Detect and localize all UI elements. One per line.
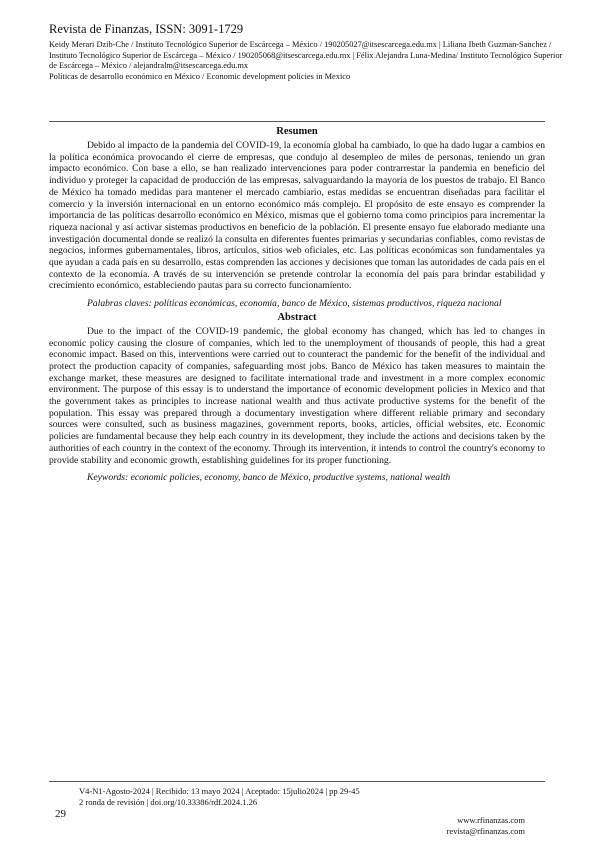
- journal-title: Revista de Finanzas, ISSN: 3091-1729: [49, 22, 244, 36]
- running-title: Políticas de desarrollo económico en México / Economic development policies in Mexico: [49, 71, 351, 81]
- resumen-paragraph: Debido al impacto de la pandemia del COVID-19, la economía global ha cambiado, lo que ha dado lugar a cambios en la política económica provocando el cierre de empresas, que condujo al desempleo de miles de personas, teniendo un gran impacto económico. Con base a ello, se han realizado intervenciones para poder contrarrestar la pandemia en beneficio del individuo y proteger la capacidad de producción de las empresas, salvaguardando la mayoría de los puestos de trabajo. El Banco de México ha tomado medidas para mantener el mercado cambiario, estas medidas se encuentran diseñadas para facilitar el comercio y la inversión internacional en un entorno económico más complejo. El propósito de este ensayo es comprender la importancia de las políticas desarrollo económico en México, mismas que el gobierno toma como principios para incrementar la riqueza nacional y así activar sistemas productivos en beneficio de la población. El presente ensayo fue elaborado mediante una investigación documental donde se realizó la consulta en diferentes fuentes primarias y secundarias confiables, como revistas de negocios, informes gubernamentales, libros, artículos, sitios web oficiales, etc. Las políticas económicas son fundamentales ya que ayudan a cada país en su desarrollo, estas comprenden las acciones y decisiones que toman las autoridades de cada país en el contexto de la economía. A través de su intervención se pretende controlar la economía del país para brindar estabilidad y crecimiento económico, estableciendo pautas para su correcto funcionamiento.: [49, 140, 545, 292]
- email-link[interactable]: revista@rfinanzas.com: [446, 826, 525, 836]
- footer-doi-line: 2 ronda de revisión | doi.org/10.33386/rdf.2024.1.26: [79, 797, 258, 807]
- footer-info: [79, 786, 360, 808]
- page-number: 29: [55, 808, 66, 820]
- page-header: [49, 22, 569, 82]
- footer-divider: [49, 781, 545, 782]
- article-body: [49, 126, 545, 486]
- header-divider: [49, 121, 545, 122]
- footer-links: [447, 815, 525, 837]
- resumen-keywords: Palabras claves: políticas económicas, economía, banco de México, sistemas productivos, riqueza nacional: [87, 298, 502, 310]
- abstract-heading: Abstract: [277, 311, 317, 323]
- resumen-heading: Resumen: [276, 126, 318, 137]
- author-affiliations: Keidy Merari Dzib-Che / Instituto Tecnológico Superior de Escárcega – México / 190205027@itsescarcega.edu.mx | Liliana Ibeth Guzman-Sanchez / Instituto Tecnológico Superior de Escárcega – México / 190205068@itsescarcega.edu.mx | Félix Alejandra Luna-Medina/ Instituto Tecnológico Superior de Escárcega – México / alejandralm@itsescarcega.edu.mx: [49, 40, 563, 70]
- footer-issue-line: V4-N1-Agosto-2024 | Recibido: 13 mayo 2024 | Aceptado: 15julio2024 | pp 29-45: [79, 786, 360, 796]
- abstract-keywords: Keywords: economic policies, economy, banco de México, productive systems, national wealth: [87, 472, 451, 484]
- abstract-paragraph: Due to the impact of the COVID-19 pandemic, the global economy has changed, which has led to changes in economic policy causing the closure of companies, which led to the unemployment of thousands of people, this had a great economic impact. Based on this, interventions were carried out to counteract the pandemic for the benefit of the individual and protect the production capacity of companies, safeguarding most jobs. Banco de México has taken measures to maintain the exchange market, these measures are designed to facilitate international trade and investment in a more complex economic environment. The purpose of this essay is to understand the importance of economic development policies in Mexico and that the government takes as principles to increase national wealth and thus activate productive systems for the benefit of the population. This essay was prepared through a documentary investigation where different reliable primary and secondary sources were consulted, such as business magazines, government reports, books, articles, official websites, etc. Economic policies are fundamental because they help each country in its development, they include the actions and decisions taken by the authorities of each country in the context of the economy. Through its intervention, it intends to control the country's economy to provide stability and economic growth, establishing guidelines for its proper functioning.: [49, 325, 545, 466]
- website-link[interactable]: www.rfinanzas.com: [457, 815, 525, 825]
